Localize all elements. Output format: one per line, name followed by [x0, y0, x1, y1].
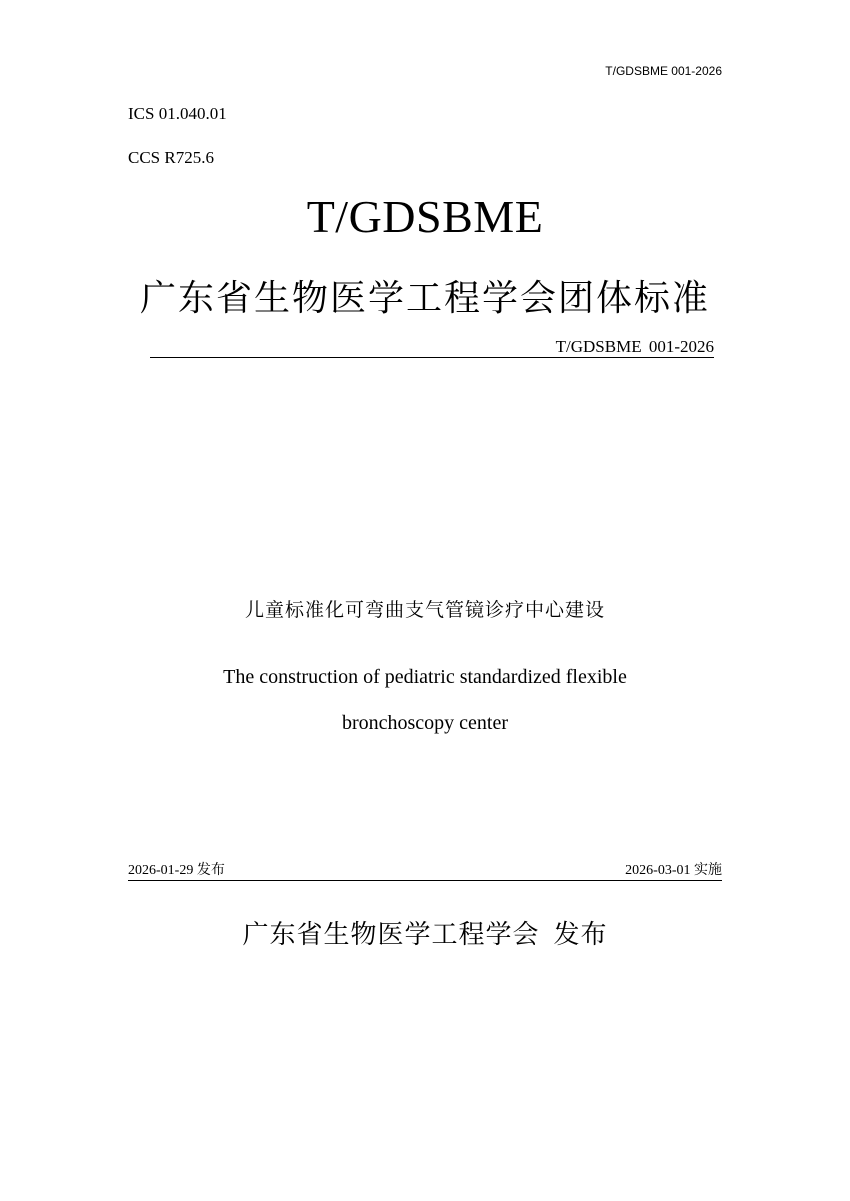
publisher-line	[0, 914, 850, 951]
ccs-code: CCS R725.6	[128, 148, 214, 167]
standard-number: T/GDSBME 001-2026	[555, 337, 714, 356]
ics-code: ICS 01.040.01	[128, 104, 227, 123]
publisher-name: 广东省生物医学工程学会	[242, 920, 540, 950]
organization-code: T/GDSBME	[306, 191, 544, 242]
document-title-chinese: 儿童标准化可弯曲支气管镜诊疗中心建设	[244, 599, 605, 621]
date-row	[128, 860, 722, 881]
running-header-code: T/GDSBME 001-2026	[605, 64, 722, 78]
publisher-action: 发布	[553, 920, 608, 950]
document-title-english-line2: bronchoscopy center	[341, 712, 509, 734]
implementation-date: 2026-03-01 实施	[625, 863, 722, 878]
standard-category-title: 广东省生物医学工程学会团体标准	[139, 278, 710, 319]
standard-number-rule	[150, 357, 714, 358]
publish-date: 2026-01-29 发布	[128, 863, 225, 878]
document-title-english-line1: The construction of pediatric standardized flexible	[223, 666, 627, 688]
